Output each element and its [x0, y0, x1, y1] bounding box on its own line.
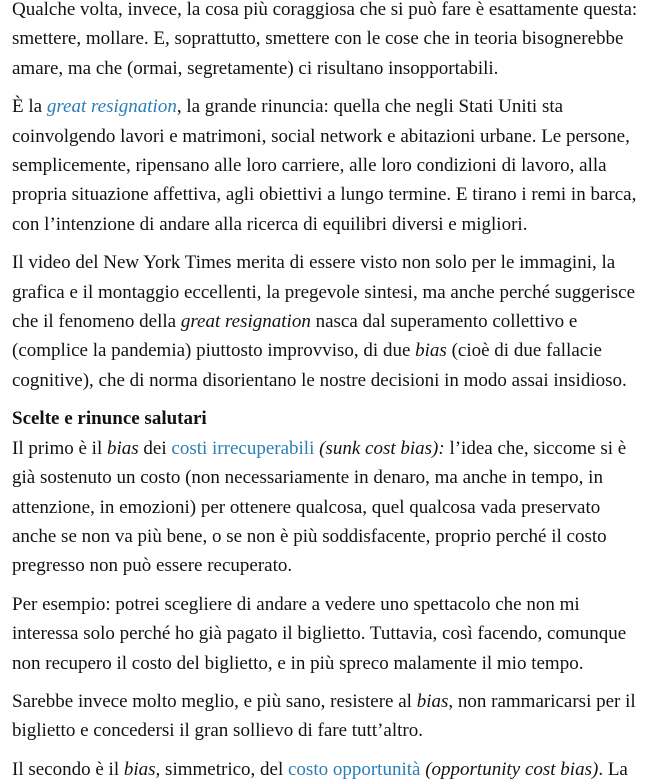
text-run: bias [416, 690, 449, 712]
text-run: Il video del New York Times merita di essere visto non solo per le immagini, la grafica e il montaggio eccellenti, la pregevole sintesi, ma anche perché suggerisce che il fenomeno della [12, 252, 636, 333]
text-run: , simmetrico, del [155, 758, 288, 780]
text-run: great resignation [180, 311, 311, 333]
paragraph [12, 92, 648, 239]
text-run: (cioè di due fallacie cognitive), che di norma disorientano le nostre decisioni in modo assai insidioso. [12, 340, 627, 391]
text-run: bias [123, 758, 156, 780]
paragraph [12, 590, 648, 678]
sunk-cost-link[interactable]: costi irrecuperabili [171, 437, 315, 459]
text-run: l’idea che, siccome si è già sostenuto un costo (non necessariamente in denaro, ma anche in tempo, in attenzione, in emozioni) per ottenere qualcosa, quel qualcosa vada preservato anche se non va più bene, o se non è più soddisfacente, proprio perché il costo pregresso non può essere recuperato. [12, 437, 627, 577]
text-run: (opportunity cost bias) [425, 758, 599, 780]
text-run: È la [12, 96, 47, 118]
text-run: Per esempio: potrei scegliere di andare a vedere uno spettacolo che non mi interessa solo perché ho già pagato il biglietto. Tuttavia, così facendo, comunque non recupero il costo del biglietto, e in più spreco malamente il mio tempo. [12, 593, 627, 674]
section-heading [12, 404, 648, 433]
great-resignation-link[interactable]: great resignation [46, 96, 177, 118]
paragraph [12, 755, 648, 783]
text-run: dei [138, 437, 172, 459]
opportunity-cost-link[interactable]: costo opportunità [288, 758, 421, 780]
text-run: , la grande rinuncia: quella che negli Stati Uniti sta coinvolgendo lavori e matrimoni, social network e abitazioni urbane. Le persone, semplicemente, ripensano alle loro carriere, alle loro condizioni di lavoro, alla propria situazione affettiva, agli obiettivi a lungo termine. E tirano i remi in barca, con l’intenzione di andare alla ricerca di equilibri diversi e migliori. [12, 96, 637, 235]
text-run: Il secondo è il [12, 758, 124, 780]
paragraph [12, 687, 648, 746]
text-run: bias [415, 340, 447, 362]
paragraph [12, 434, 648, 581]
text-run: Qualche volta, invece, la cosa più coraggiosa che si può fare è esattamente questa: smettere, mollare. E, soprattutto, smettere con le cose che in teoria bisognerebbe amare, ma che (ormai, segretamente) ci risultano insopportabili. [12, 0, 638, 79]
text-run: bias [106, 437, 139, 459]
text-run: . La [598, 758, 628, 780]
text-run: , non rammaricarsi per il biglietto e concedersi il gran sollievo di fare tutt’altro. [12, 690, 636, 742]
text-run: (sunk cost bias): [319, 437, 445, 459]
text-run: Sarebbe invece molto meglio, e più sano, resistere al [12, 690, 417, 712]
section-heading-text: Scelte e rinunce salutari [12, 408, 207, 430]
text-run: Il primo è il [12, 437, 107, 459]
paragraph [12, 0, 648, 83]
text-run: nasca dal superamento collettivo e (complice la pandemia) piuttosto improvviso, di due [12, 311, 578, 362]
paragraph [12, 248, 648, 395]
